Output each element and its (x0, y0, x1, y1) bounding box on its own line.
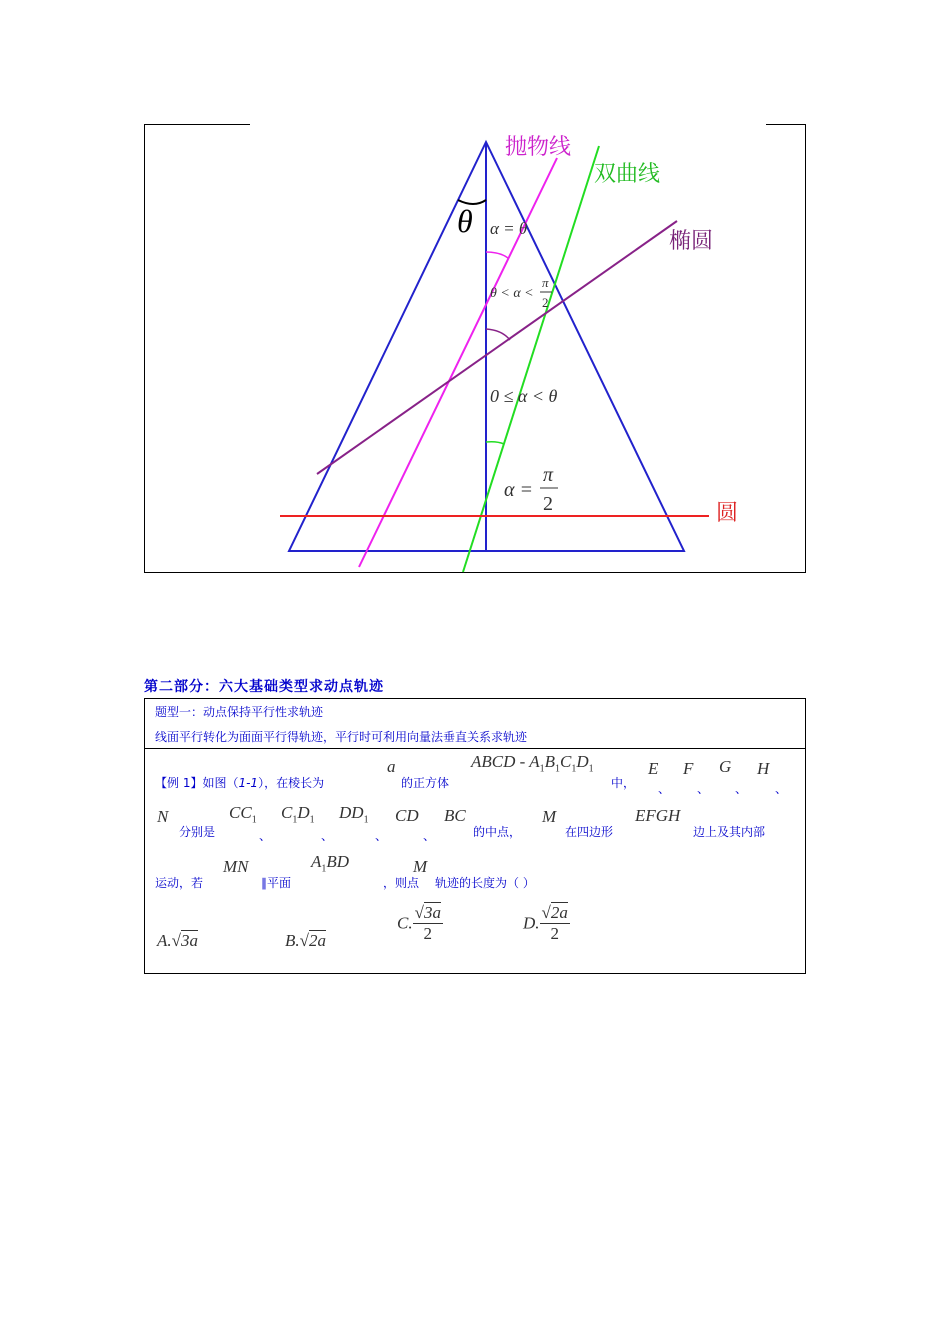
ellipse-label: 椭圆 (669, 229, 714, 254)
pi-numerator: π (543, 464, 554, 486)
plane-sub: 1 (321, 863, 327, 875)
zero-le-alpha-label: 0 ≤ α < θ (490, 386, 558, 406)
cube-sub-a: 1 (539, 763, 545, 775)
sep-5: 、 (259, 829, 272, 843)
option-a-sqrt: √ (171, 931, 181, 950)
type-title: 题型一：动点保持平行性求轨迹 (155, 705, 324, 719)
circle-label: 圆 (716, 501, 739, 526)
option-c-numerator (413, 903, 443, 924)
segment-mn: MN (223, 857, 249, 876)
cube-sub-b: 1 (555, 763, 561, 775)
option-c-label: C. (397, 913, 413, 933)
mid-4: 在四边形 (565, 825, 614, 839)
option-b-label: B. (285, 931, 300, 950)
point-m-2: M (413, 857, 428, 876)
option-b-radicand: 2a (308, 931, 326, 950)
point-m: M (542, 807, 557, 826)
theta-lt-alpha-label: θ < α < (490, 286, 534, 301)
cube-d: D (576, 752, 589, 771)
segment-cc1 (229, 803, 257, 825)
cube-name-main: ABCD - A (471, 752, 540, 771)
cube-c: C (560, 752, 572, 771)
mid-5: 边上及其内部 (693, 825, 766, 839)
row-divider (145, 748, 805, 749)
segment-cc1-sub: 1 (251, 814, 257, 826)
two-denominator: 2 (543, 493, 553, 515)
segment-cc1-main: CC (229, 803, 252, 822)
sep-4: 、 (775, 782, 788, 796)
plane-a: A (311, 852, 322, 871)
example-tag (155, 774, 324, 791)
point-g: G (719, 757, 732, 776)
segment-c1d1-sub-c: 1 (292, 814, 298, 826)
alpha-eq-half-pi-label: α = (504, 479, 533, 501)
cube-sub-d: 1 (588, 763, 594, 775)
option-d-num-val: 2a (550, 903, 568, 922)
mid-6: 运动，若 (155, 876, 204, 890)
intro-2: ），在棱长为 (258, 776, 325, 790)
option-a-label: A. (157, 931, 172, 950)
segment-c1d1-c: C (281, 803, 293, 822)
option-d-label: D. (523, 913, 540, 933)
segment-bc: BC (444, 806, 466, 825)
intro-3: 的正方体 (401, 776, 450, 790)
problem-box (144, 698, 806, 974)
alpha-eq-theta-arc (486, 252, 508, 258)
point-e: E (648, 759, 659, 778)
hyperbola-label: 双曲线 (594, 162, 661, 187)
mid-3: 的中点， (473, 825, 522, 839)
theta-label: θ (457, 203, 473, 239)
mid-7: ，则点 (383, 876, 420, 890)
ellipse-line (317, 221, 677, 474)
parallel-plane: ∥平面 (261, 876, 292, 890)
hyperbola-angle-arc (486, 442, 504, 444)
point-n: N (157, 807, 169, 826)
option-a-radicand: 3a (180, 931, 198, 950)
option-b (285, 931, 326, 951)
sep-8: 、 (423, 829, 436, 843)
intro-1: 如图（ (202, 776, 239, 790)
point-h: H (757, 759, 770, 778)
segment-dd1-main: DD (339, 803, 364, 822)
ellipse-angle-arc (486, 329, 510, 340)
option-d-denominator: 2 (550, 924, 559, 943)
sep-3: 、 (735, 782, 748, 796)
segment-dd1 (339, 803, 369, 825)
option-c-denominator: 2 (423, 924, 433, 943)
segment-c1d1-d: D (297, 803, 310, 822)
var-a: a (387, 757, 396, 776)
segment-c1d1 (281, 803, 315, 825)
top-border-gap (250, 122, 766, 127)
mid-8: 轨迹的长度为（ ） (435, 876, 535, 890)
plane-bd: BD (326, 852, 350, 871)
option-d-sqrt: √ (541, 903, 551, 922)
option-c-fraction (413, 903, 443, 944)
point-f: F (683, 759, 694, 778)
option-c-num-val: 3a (423, 903, 441, 922)
pi-numerator-small: π (542, 275, 549, 290)
alpha-eq-theta-label: α = θ (490, 219, 528, 238)
cube-name (471, 752, 594, 774)
conic-sections-figure (144, 124, 806, 573)
sep-6: 、 (321, 829, 334, 843)
option-c-sqrt: √ (414, 903, 424, 922)
sep-2: 、 (697, 782, 710, 796)
option-d (523, 903, 570, 944)
option-c (397, 903, 443, 944)
sep-7: 、 (375, 829, 388, 843)
two-denominator-small: 2 (542, 295, 549, 310)
sep-1: 、 (658, 782, 671, 796)
mid-1: 中， (611, 776, 636, 790)
cone-section-diagram (144, 124, 808, 575)
type-description: 线面平行转化为面面平行得轨迹，平行时可利用向量法垂直关系求轨迹 (155, 730, 528, 744)
segment-dd1-sub: 1 (363, 814, 369, 826)
mid-2: 分别是 (179, 825, 216, 839)
option-d-numerator (540, 903, 570, 924)
option-d-fraction (540, 903, 570, 944)
option-a (157, 931, 198, 951)
segment-c1d1-sub-d: 1 (309, 814, 315, 826)
example-label: 【例 1】 (155, 776, 203, 790)
cube-sub-c: 1 (571, 763, 577, 775)
cube-b: B (544, 752, 556, 771)
section-title: 第二部分：六大基础类型求动点轨迹 (144, 679, 384, 695)
quad-efgh: EFGH (635, 806, 681, 825)
fig-ref: 1-1 (238, 776, 259, 790)
plane-a1bd (311, 852, 349, 874)
option-b-sqrt: √ (299, 931, 309, 950)
segment-cd: CD (395, 806, 419, 825)
parabola-label: 抛物线 (505, 135, 572, 160)
